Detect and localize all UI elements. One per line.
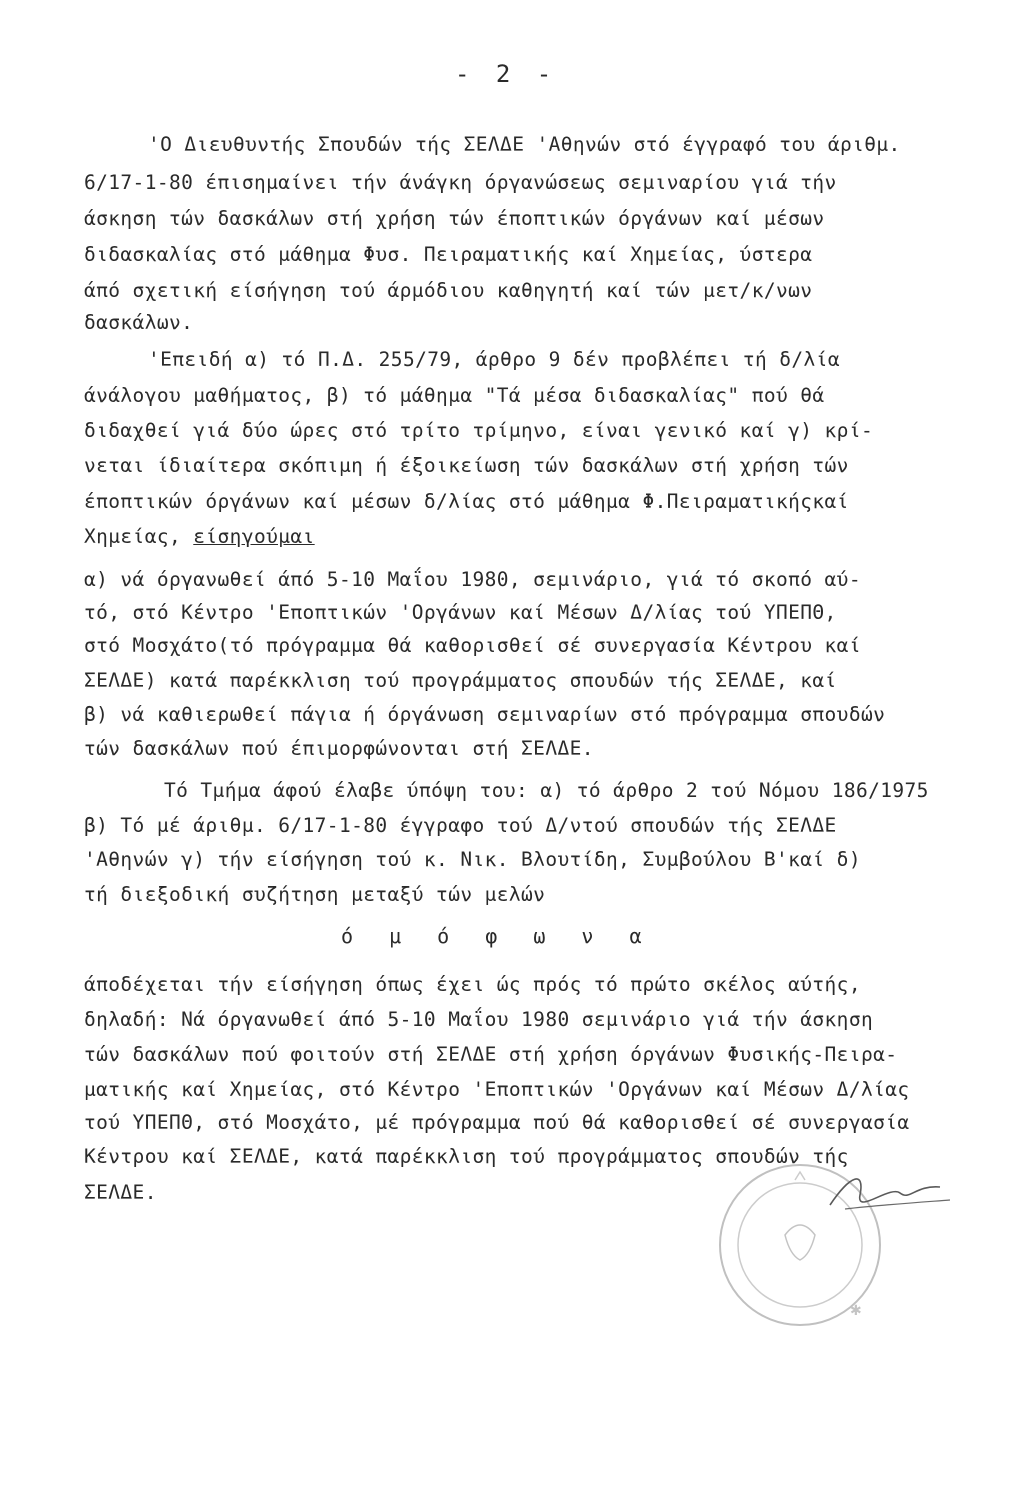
text-line: ματικής καί Χημείας, στό Κέντρο 'Εποπτικών 'Οργάνων καί Μέσων Δ/λίας	[84, 1078, 910, 1101]
text-line: τή διεξοδική συζήτηση μεταξύ τών μελών	[84, 883, 546, 906]
text-line: τών δασκάλων πού φοιτούν στή ΣΕΛΔΕ στή χρήση όργάνων Φυσικής-Πειρα-	[84, 1043, 898, 1066]
text-line: β) νά καθιερωθεί πάγια ή όργάνωση σεμιναρίων στό πρόγραμμα σπουδών	[84, 703, 886, 726]
text-line: ΣΕΛΔΕ) κατά παρέκκλιση τού προγράμματος σπουδών τής ΣΕΛΔΕ, καί	[84, 669, 837, 692]
text-line: δασκάλων.	[84, 311, 194, 334]
proposal-word: είσηγούμαι	[193, 525, 315, 548]
text-line: 6/17-1-80 έπισημαίνει τήν άνάγκη όργανώσεως σεμιναρίου γιά τήν	[84, 171, 837, 194]
text-line: τό, στό Κέντρο 'Εποπτικών 'Οργάνων καί Μέσων Δ/λίας τού ΥΠΕΠΘ,	[84, 601, 837, 624]
svg-text:✱: ✱	[850, 1303, 862, 1319]
text-line: α) νά όργανωθεί άπό 5-10 Μαΐου 1980, σεμινάριο, γιά τό σκοπό αύ-	[84, 568, 861, 591]
text-line: 'Ο Διευθυντής Σπουδών τής ΣΕΛΔΕ 'Αθηνών στό έγγραφό του άριθμ.	[148, 133, 901, 156]
text-line: τού ΥΠΕΠΘ, στό Μοσχάτο, μέ πρόγραμμα πού θά καθορισθεί σέ συνεργασία	[84, 1111, 910, 1134]
text-line: ΣΕΛΔΕ.	[84, 1181, 157, 1204]
text-line: 'Επειδή α) τό Π.Δ. 255/79, άρθρο 9 δέν προβλέπει τή δ/λία	[148, 348, 840, 371]
unanimous-heading: ό μ ό φ ω ν α	[341, 924, 654, 948]
signature-icon	[820, 1165, 960, 1225]
text-line	[84, 522, 964, 552]
text-line: στό Μοσχάτο(τό πρόγραμμα θά καθορισθεί σέ συνεργασία Κέντρου καί	[84, 634, 861, 657]
text-line: νεται ίδιαίτερα σκόπιμη ή έξοικείωση τών δασκάλων στή χρήση τών	[84, 454, 849, 477]
page-number: - 2 -	[455, 60, 558, 88]
text-line: άποδέχεται τήν είσήγηση όπως έχει ώς πρός τό πρώτο σκέλος αύτής,	[84, 973, 861, 996]
text-line: έποπτικών όργάνων καί μέσων δ/λίας στό μάθημα Φ.Πειραματικήςκαί	[84, 490, 849, 513]
text-line: Κέντρου καί ΣΕΛΔΕ, κατά παρέκκλιση τού προγράμματος σπουδών τής	[84, 1145, 849, 1168]
text-line: δηλαδή: Νά όργανωθεί άπό 5-10 Μαΐου 1980 σεμινάριο γιά τήν άσκηση	[84, 1008, 874, 1031]
text-line: άσκηση τών δασκάλων στή χρήση τών έποπτικών όργάνων καί μέσων	[84, 207, 825, 230]
text-line: άνάλογου μαθήματος, β) τό μάθημα "Τά μέσα διδασκαλίας" πού θά	[84, 384, 825, 407]
text-line: Τό Τμήμα άφού έλαβε ύπόψη του: α) τό άρθρο 2 τού Νόμου 186/1975	[164, 779, 929, 802]
text-line: β) Τό μέ άριθμ. 6/17-1-80 έγγραφο τού Δ/ντού σπουδών τής ΣΕΛΔΕ	[84, 814, 837, 837]
text-line: διδαχθεί γιά δύο ώρες στό τρίτο τρίμηνο, είναι γενικό καί γ) κρί-	[84, 419, 874, 442]
text-line: διδασκαλίας στό μάθημα Φυσ. Πειραματικής καί Χημείας, ύστερα	[84, 243, 813, 266]
text-line: άπό σχετική είσήγηση τού άρμόδιου καθηγητή καί τών μετ/κ/νων	[84, 279, 813, 302]
text-fragment: Χημείας,	[84, 525, 182, 548]
text-line: τών δασκάλων πού έπιμορφώνονται στή ΣΕΛΔΕ.	[84, 737, 594, 760]
text-line: 'Αθηνών γ) τήν είσήγηση τού κ. Νικ. Βλουτίδη, Συμβούλου Β'καί δ)	[84, 848, 861, 871]
